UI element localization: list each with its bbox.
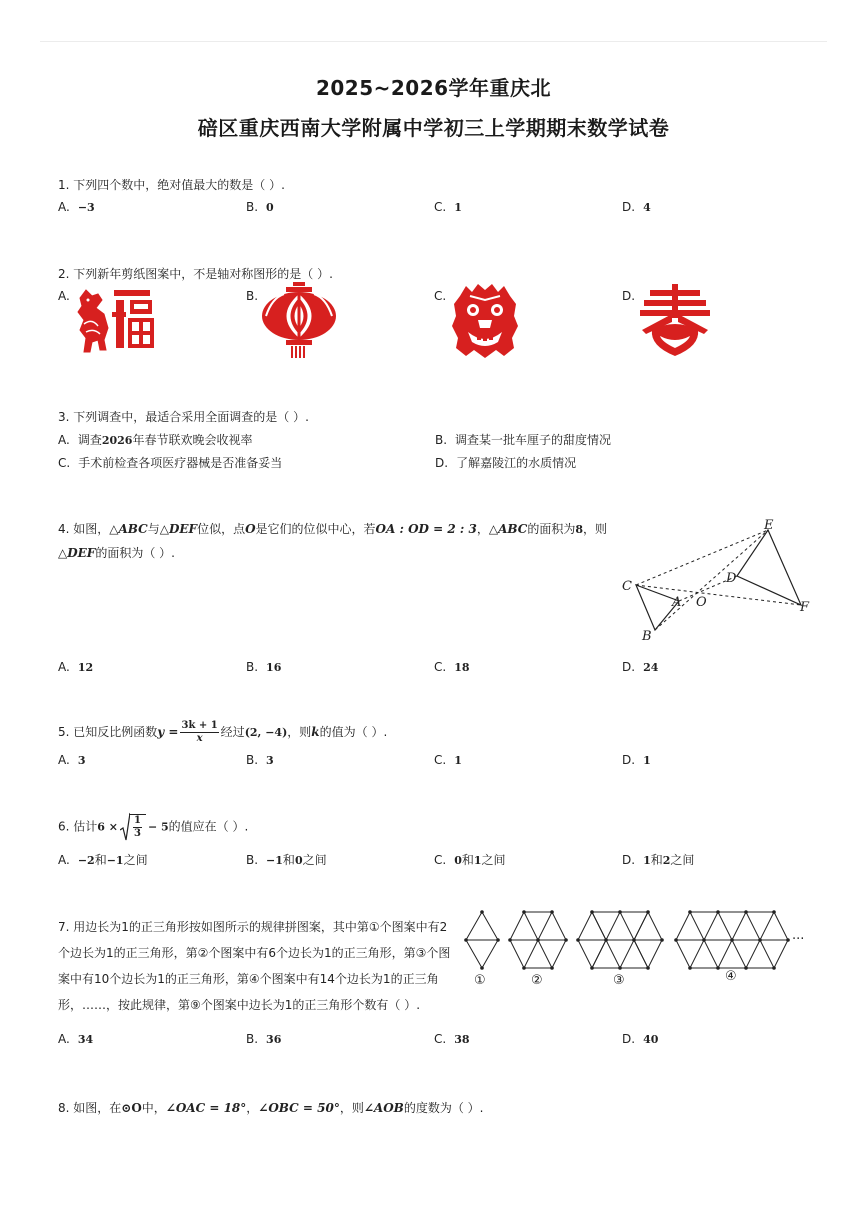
- question-3-stem: 3. 下列调查中，最适合采用全面调查的是（ ）.: [58, 410, 309, 424]
- label-b: B: [642, 629, 652, 644]
- page-title-line2: 碚区重庆西南大学附属中学初三上学期期末数学试卷: [197, 116, 670, 140]
- triangle-pattern-figure: [462, 906, 814, 988]
- q2-option-a-letter[interactable]: A.: [58, 289, 70, 303]
- label-f: F: [800, 600, 810, 615]
- label-a: A: [672, 595, 682, 610]
- q3-option-c[interactable]: C. 手术前检查各项医疗器械是否准备妥当: [58, 456, 283, 470]
- q7-option-b[interactable]: B. 36: [246, 1032, 282, 1046]
- question-6-stem: 6. 估计6 × $\frac{1}{3}$ − 5的值应在（ ）.: [58, 814, 248, 840]
- label-c: C: [622, 579, 632, 594]
- q1-option-a[interactable]: A. −3: [58, 200, 95, 214]
- pattern-label-4: ④: [725, 969, 737, 984]
- q5-option-c[interactable]: C. 1: [434, 753, 462, 767]
- radical-sign-icon: [120, 812, 130, 842]
- homothety-figure: [614, 512, 814, 644]
- question-5-stem: 5. 已知反比例函数y = $\frac{3k + 1}{x}$ 经过(2, −4)，则k的值为（ ）.: [58, 720, 388, 744]
- q3-option-a[interactable]: A. 调查2026年春节联欢晚会收视率: [58, 433, 253, 447]
- q5-option-d[interactable]: D. 1: [622, 753, 651, 767]
- pattern-label-2: ②: [531, 973, 543, 988]
- q6-option-a[interactable]: A. −2和−1之间: [58, 853, 148, 867]
- q7-option-a[interactable]: A. 34: [58, 1032, 94, 1046]
- q4-option-a[interactable]: A. 12: [58, 660, 94, 674]
- q5-fraction: $\frac{3k + 1}{x}$: [181, 720, 218, 744]
- q3-option-b[interactable]: B. 调查某一批车厘子的甜度情况: [435, 433, 612, 447]
- q3-option-d[interactable]: D. 了解嘉陵江的水质情况: [435, 456, 577, 470]
- label-e: E: [764, 518, 774, 533]
- q2-option-c-letter[interactable]: C.: [434, 289, 447, 303]
- q1-option-b[interactable]: B. 0: [246, 200, 274, 214]
- q6-sqrt: $\frac{1}{3}$: [120, 814, 146, 840]
- question-4-stem-line1: 4. 如图，△ABC与△DEF位似，点O是它们的位似中心，若OA : OD = 2 : 3，△ABC的面积为8，则: [58, 522, 608, 536]
- q2-option-d-letter[interactable]: D.: [622, 289, 636, 303]
- pattern-label-1: ①: [474, 973, 486, 988]
- q4-option-c[interactable]: C. 18: [434, 660, 470, 674]
- q7-option-d[interactable]: D. 40: [622, 1032, 659, 1046]
- q2-option-b-letter[interactable]: B.: [246, 289, 259, 303]
- q1-option-d[interactable]: D. 4: [622, 200, 651, 214]
- question-8-stem: 8. 如图，在⊙O中，∠OAC = 18°，∠OBC = 50°，则∠AOB的度数为（ ）.: [58, 1101, 484, 1115]
- q5-option-a[interactable]: A. 3: [58, 753, 86, 767]
- q4-option-d[interactable]: D. 24: [622, 660, 659, 674]
- q7-option-c[interactable]: C. 38: [434, 1032, 470, 1046]
- page-title-line1: 2025~2026学年重庆北: [315, 76, 552, 100]
- pattern-label-3: ③: [613, 973, 625, 988]
- q6-option-d[interactable]: D. 1和2之间: [622, 853, 695, 867]
- label-d: D: [726, 571, 737, 586]
- question-7-stem: 7. 用边长为1的正三角形按如图所示的规律拼图案，其中第①个图案中有2个边长为1的正三角形，第②个图案中有6个边长为1的正三角形，第③个图案中有10个边长为1的正三角形，第④个图案中有14个边长为1的正三角形，……，按此规律，第⑨个图案中边长为1的正三角形个数有（ ）.: [58, 920, 451, 1012]
- q6-option-c[interactable]: C. 0和1之间: [434, 853, 506, 867]
- label-o: O: [696, 595, 707, 610]
- top-divider: [40, 41, 827, 42]
- q6-option-b[interactable]: B. −1和0之间: [246, 853, 327, 867]
- question-2-stem: 2. 下列新年剪纸图案中，不是轴对称图形的是（ ）.: [58, 267, 333, 281]
- horse-fu-papercut-icon: [74, 284, 156, 356]
- lion-head-papercut-icon: [450, 282, 520, 358]
- q1-option-c[interactable]: C. 1: [434, 200, 462, 214]
- pattern-ellipsis: ···: [792, 932, 805, 947]
- question-4-stem-line2: △DEF的面积为（ ）.: [58, 546, 175, 560]
- chun-character-papercut-icon: [638, 284, 712, 356]
- lantern-papercut-icon: [260, 282, 338, 358]
- q4-option-b[interactable]: B. 16: [246, 660, 282, 674]
- question-1-stem: 1. 下列四个数中，绝对值最大的数是（ ）.: [58, 178, 285, 192]
- q5-option-b[interactable]: B. 3: [246, 753, 274, 767]
